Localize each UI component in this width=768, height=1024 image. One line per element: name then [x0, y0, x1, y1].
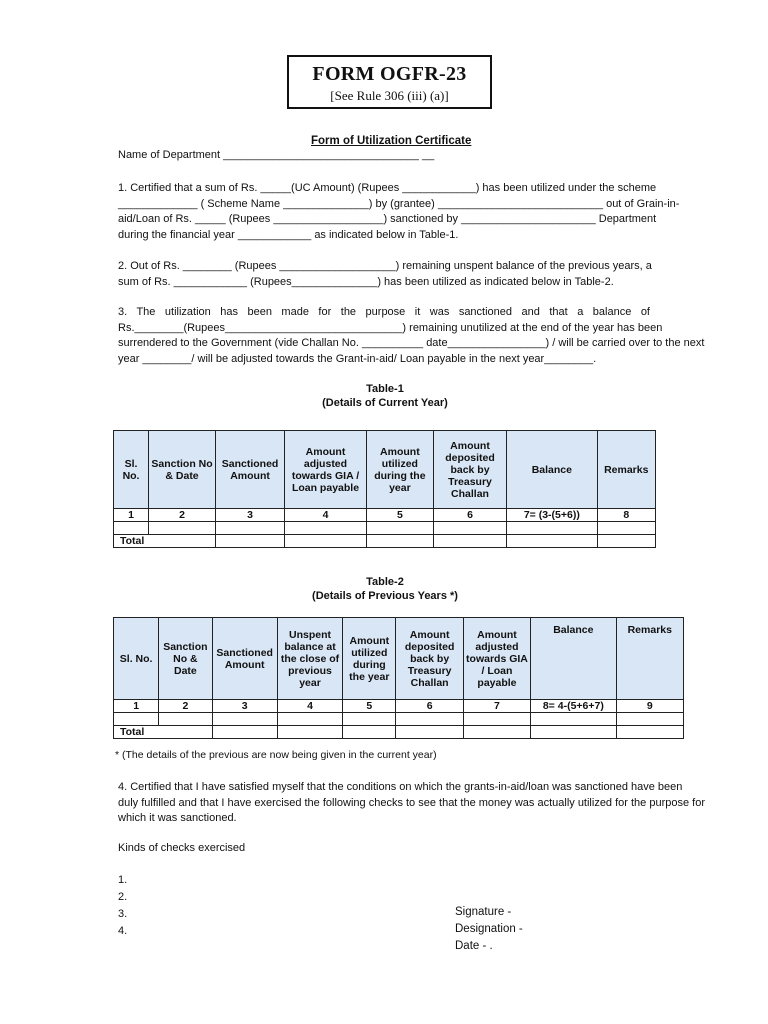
table-2-column-number: 8= 4-(5+6+7)	[531, 700, 616, 713]
paragraph-4-line-2: duly fulfilled and that I have exercised the following checks to see that the money was actually utilized for the purpose for	[118, 796, 705, 809]
paragraph-4	[118, 780, 705, 827]
paragraph-2-line-1: 2. Out of Rs. ________ (Rupees ___________________) remaining unspent balance of the previous years, a	[118, 260, 652, 272]
paragraph-1-line-1: 1. Certified that a sum of Rs. _____(UC Amount) (Rupees ____________) has been utilized under the scheme	[118, 182, 657, 194]
date-label: Date - .	[455, 940, 493, 952]
table-2-column-number: 9	[616, 700, 683, 713]
table-2-header: Unspent balance at the close of previous year	[277, 618, 342, 700]
checks-list	[118, 872, 127, 940]
table-2-header: Amount deposited back by Treasury Challan	[396, 618, 463, 700]
table-1-column-number: 2	[149, 509, 216, 522]
table-2-column-number: 1	[114, 700, 159, 713]
table-1-header: Sl. No.	[114, 431, 149, 509]
paragraph-3-line-1: 3. The utilization has been made for the purpose it was sanctioned and that a balance of	[118, 306, 650, 318]
form-rule-reference: [See Rule 306 (iii) (a)]	[330, 88, 449, 103]
paragraph-3-line-2: Rs.________(Rupees_____________________________) remaining unutilized at the end of the year has been	[118, 321, 663, 334]
table-2-header: Amount adjusted towards GIA / Loan payable	[463, 618, 530, 700]
table-2-title: Table-2	[366, 576, 404, 588]
paragraph-3	[118, 305, 705, 367]
table-1-header: Amount deposited back by Treasury Challan	[433, 431, 506, 509]
table-1-empty-row	[114, 522, 656, 535]
table-2-column-number: 4	[277, 700, 342, 713]
table-2-header: Sanctioned Amount	[212, 618, 277, 700]
paragraph-4-line-3: which it was sanctioned.	[118, 812, 237, 824]
table-2-total-label: Total	[114, 726, 213, 739]
table-2-subtitle: (Details of Previous Years *)	[312, 590, 458, 602]
signature-label: Signature -	[455, 906, 512, 918]
table-2-column-number: 3	[212, 700, 277, 713]
form-title: FORM OGFR-23	[312, 63, 467, 85]
table-1-column-number: 6	[433, 509, 506, 522]
table-1-title: Table-1	[366, 383, 404, 395]
table-1-column-number: 8	[597, 509, 656, 522]
form-heading: Form of Utilization Certificate	[311, 135, 472, 147]
table-1-column-number: 4	[285, 509, 367, 522]
checks-list-item: 2.	[118, 891, 128, 903]
signature-block	[455, 904, 523, 955]
table-1	[113, 430, 656, 548]
designation-label: Designation -	[455, 923, 523, 935]
table-1-subtitle: (Details of Current Year)	[322, 397, 448, 409]
table-1-header: Balance	[507, 431, 597, 509]
table-1-column-number: 5	[366, 509, 433, 522]
checks-heading: Kinds of checks exercised	[118, 842, 246, 854]
table-1-header: Sanctioned Amount	[216, 431, 285, 509]
table-2-caption	[290, 575, 480, 603]
checks-list-item: 4.	[118, 925, 128, 937]
table-2-number-row	[114, 700, 684, 713]
table-1-total-label: Total	[114, 535, 216, 548]
paragraph-3-line-3: surrendered to the Government (vide Challan No. __________ date________________) / will be carried over to the next	[118, 337, 705, 349]
checks-list-item: 3.	[118, 908, 128, 920]
table-1-number-row	[114, 509, 656, 522]
table-2-footnote: * (The details of the previous are now being given in the current year)	[115, 749, 437, 761]
table-2-header: Remarks	[616, 618, 683, 700]
table-1-header: Amount utilized during the year	[366, 431, 433, 509]
table-2-total-row	[114, 726, 684, 739]
table-2-header: Sanction No & Date	[159, 618, 212, 700]
paragraph-2	[118, 259, 650, 290]
paragraph-1-line-2: _____________ ( Scheme Name ______________) by (grantee) ___________________________ out of Grain-in-	[118, 197, 680, 210]
table-2-header: Sl. No.	[114, 618, 159, 700]
form-title-box	[287, 55, 492, 109]
paragraph-1	[118, 181, 680, 243]
checks-list-item: 1.	[118, 874, 128, 886]
table-1-header: Amount adjusted towards GIA / Loan payable	[285, 431, 367, 509]
table-2-column-number: 2	[159, 700, 212, 713]
table-2-empty-row	[114, 713, 684, 726]
table-1-column-number: 7= (3-(5+6))	[507, 509, 597, 522]
table-2-column-number: 5	[343, 700, 396, 713]
table-2-header-row	[114, 618, 684, 700]
department-line: Name of Department ________________________________ __	[118, 149, 435, 161]
table-1-header-row	[114, 431, 656, 509]
table-1-header: Remarks	[597, 431, 656, 509]
table-1-column-number: 1	[114, 509, 149, 522]
table-2-header: Balance	[531, 618, 616, 700]
table-2	[113, 617, 684, 739]
table-2-column-number: 6	[396, 700, 463, 713]
paragraph-1-line-4: during the financial year ____________ as indicated below in Table-1.	[118, 228, 459, 241]
table-1-header: Sanction No & Date	[149, 431, 216, 509]
paragraph-3-line-4: year ________/ will be adjusted towards the Grant-in-aid/ Loan payable in the next year________.	[118, 352, 597, 365]
paragraph-1-line-3: aid/Loan of Rs. _____ (Rupees __________________) sanctioned by ______________________ Department	[118, 213, 657, 225]
paragraph-4-line-1: 4. Certified that I have satisfied myself that the conditions on which the grants-in-aid/loan was sanctioned have been	[118, 781, 683, 793]
table-1-total-row	[114, 535, 656, 548]
table-1-column-number: 3	[216, 509, 285, 522]
table-2-header: Amount utilized during the year	[343, 618, 396, 700]
paragraph-2-line-2: sum of Rs. ____________ (Rupees______________) has been utilized as indicated below in Table-2.	[118, 275, 614, 288]
table-1-caption	[300, 382, 470, 410]
table-2-column-number: 7	[463, 700, 530, 713]
